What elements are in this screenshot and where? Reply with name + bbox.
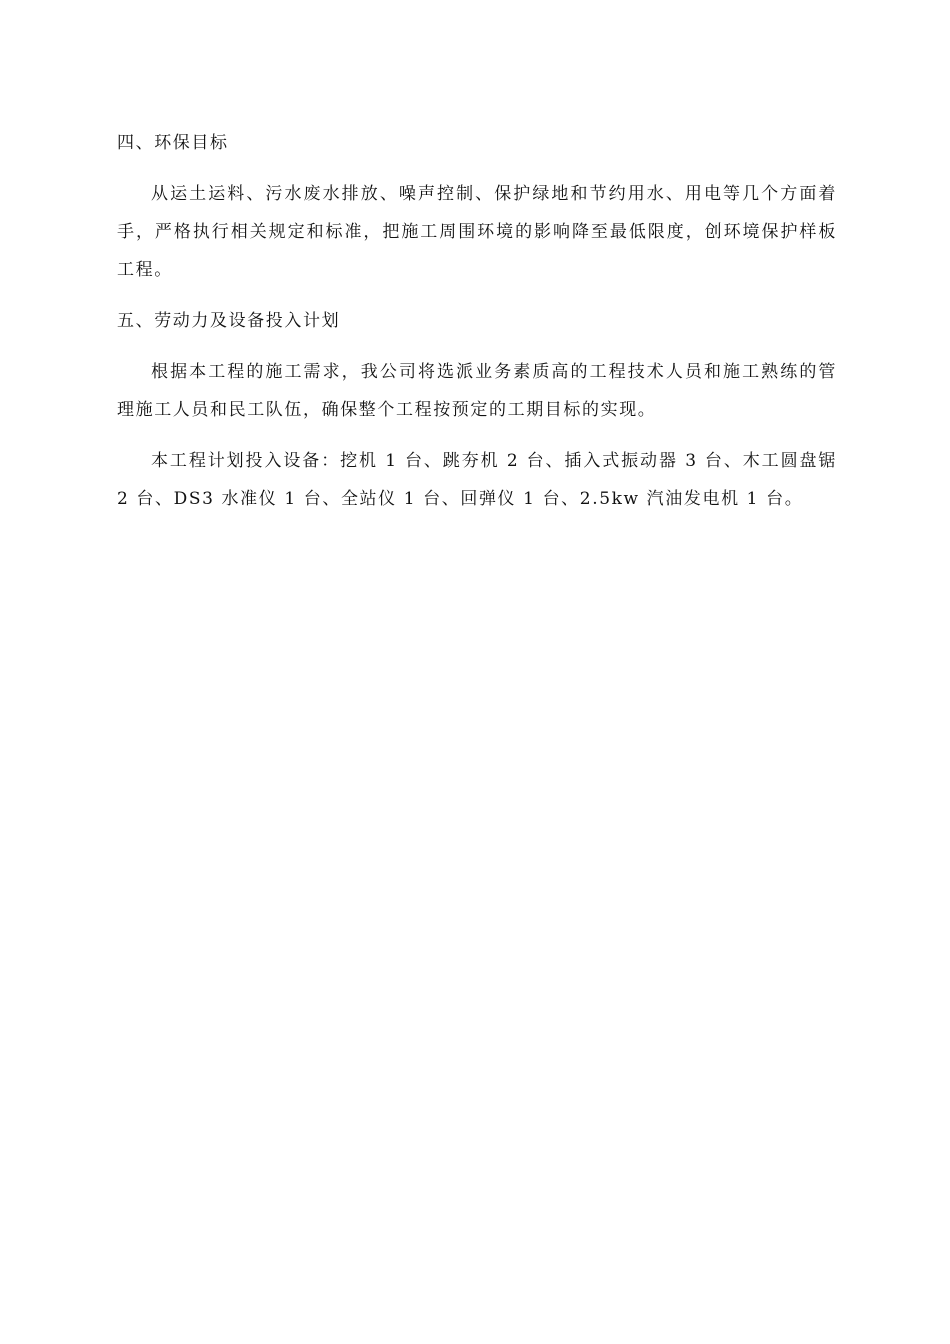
section-heading-labor-equipment-plan: 五、劳动力及设备投入计划: [117, 311, 341, 331]
paragraph-labor-plan: 根据本工程的施工需求，我公司将选派业务素质高的工程技术人员和施工熟练的管理施工人员和民工队伍，确保整个工程按预定的工期目标的实现。: [117, 362, 837, 420]
paragraph-equipment-plan: 本工程计划投入设备：挖机 1 台、跳夯机 2 台、插入式振动器 3 台、木工圆盘锯 2 台、DS3 水准仪 1 台、全站仪 1 台、回弹仪 1 台、2.5kw 汽油发电机 1 台。: [117, 451, 837, 509]
paragraph-environmental-goals: 从运土运料、污水废水排放、噪声控制、保护绿地和节约用水、用电等几个方面着手，严格执行相关规定和标准，把施工周围环境的影响降至最低限度，创环境保护样板工程。: [117, 184, 837, 280]
section-heading-environmental-goals: 四、环保目标: [117, 133, 229, 153]
document-body: [117, 124, 837, 518]
